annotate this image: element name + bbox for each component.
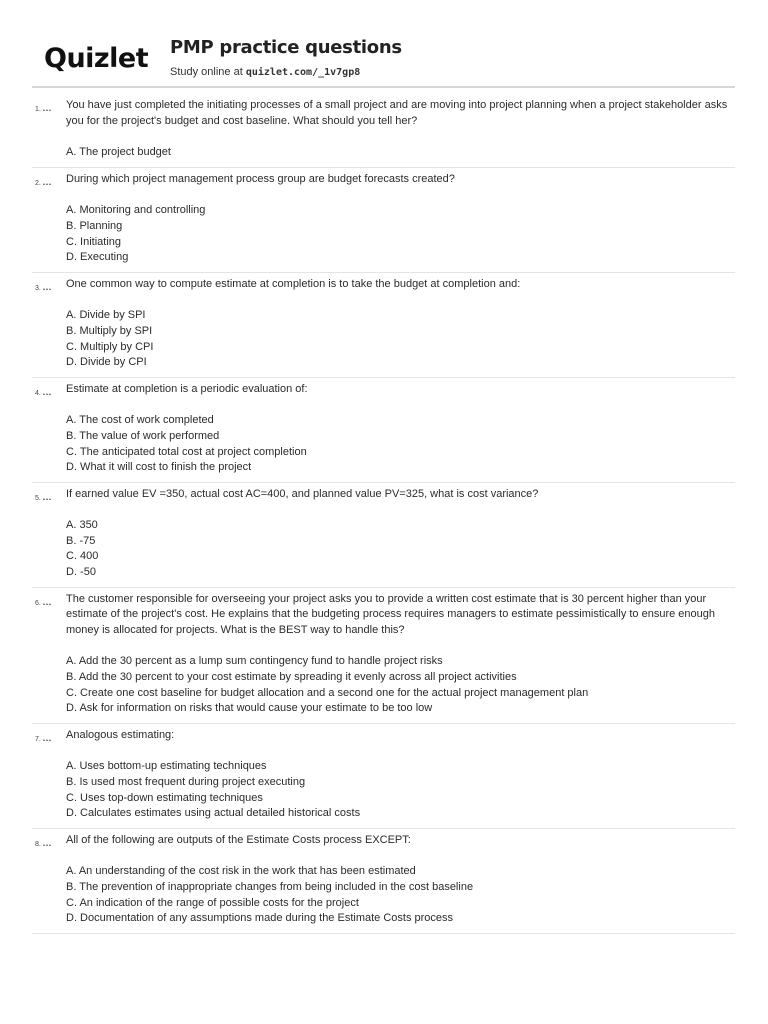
question-item [32, 378, 735, 483]
study-prefix: Study online at [170, 66, 243, 78]
question-number-label: 3. [35, 284, 41, 292]
question-number [35, 836, 52, 853]
question-item [32, 588, 735, 724]
question-item [32, 483, 735, 588]
study-online-line [170, 66, 360, 78]
ellipsis-icon: ... [42, 176, 52, 187]
question-text: The customer responsible for overseeing your project asks you to provide a written cost estimate that is 30 percent higher than your estimate of the project's cost. He explains that the budgeting process requires managers to estimate pessimistically to ensure enough money is allocated for projects. What is the BEST way to handle this? [66, 592, 715, 636]
question-item [32, 724, 735, 829]
question-number [35, 385, 52, 402]
question-text: During which project management process group are budget forecasts created? [66, 172, 455, 185]
answer-option: D. Ask for information on risks that would cause your estimate to be too low [66, 702, 433, 715]
question-item [32, 94, 735, 168]
ellipsis-icon: ... [42, 281, 52, 292]
answer-option: A. Uses bottom-up estimating techniques [66, 760, 267, 773]
answer-option: D. Executing [66, 251, 129, 264]
question-text: All of the following are outputs of the Estimate Costs process EXCEPT: [66, 833, 411, 846]
answer-option: D. Divide by CPI [66, 356, 147, 369]
question-text: Estimate at completion is a periodic evaluation of: [66, 382, 308, 395]
question-text: Analogous estimating: [66, 728, 175, 741]
page-header [32, 36, 735, 88]
ellipsis-icon: ... [42, 491, 52, 502]
answer-option: B. Planning [66, 219, 123, 232]
ellipsis-icon: ... [42, 596, 52, 607]
answer-option: B. The value of work performed [66, 429, 220, 442]
question-list [32, 94, 735, 934]
ellipsis-icon: ... [42, 837, 52, 848]
answer-option: B. Is used most frequent during project executing [66, 776, 306, 788]
ellipsis-icon: ... [42, 103, 52, 113]
answer-option: B. Add the 30 percent to your cost estimate by spreading it evenly across all project activities [66, 671, 517, 684]
question-number [35, 731, 52, 748]
answer-option: B. The prevention of inappropriate changes from being included in the cost baseline [66, 880, 474, 893]
answer-option: B. Multiply by SPI [66, 324, 153, 337]
question-item [32, 829, 735, 934]
answer-option: B. -75 [66, 534, 96, 547]
answer-option: D. -50 [66, 566, 96, 579]
answer-option: C. Uses top-down estimating techniques [66, 791, 263, 804]
answer-option: D. Calculates estimates using actual detailed historical costs [66, 807, 361, 820]
question-number [35, 101, 52, 118]
answer-option: A. Divide by SPI [66, 309, 146, 322]
answer-option: C. Create one cost baseline for budget allocation and a second one for the actual project management plan [66, 686, 589, 699]
answer-option: D. Documentation of any assumptions made during the Estimate Costs process [66, 912, 454, 925]
question-item [32, 273, 735, 378]
answer-option: D. What it will cost to finish the project [66, 461, 252, 474]
question-number-label: 2. [35, 179, 41, 187]
answer-option: A. Monitoring and controlling [66, 204, 206, 217]
answer-option: C. Initiating [66, 235, 122, 248]
answer-option: A. The cost of work completed [66, 414, 214, 427]
question-number-label: 5. [35, 494, 41, 502]
question-number-label: 6. [35, 599, 41, 607]
answer-option: A. An understanding of the cost risk in the work that has been estimated [66, 865, 416, 878]
question-number [35, 175, 52, 192]
question-number-label: 1. [35, 106, 41, 113]
question-item [32, 168, 735, 273]
answer-option: C. The anticipated total cost at project completion [66, 445, 307, 458]
answer-option: A. 350 [66, 519, 98, 532]
ellipsis-icon: ... [42, 732, 52, 743]
ellipsis-icon: ... [42, 386, 52, 397]
question-text: If earned value EV =350, actual cost AC=400, and planned value PV=325, what is cost variance? [66, 487, 539, 500]
study-url-link[interactable]: quizlet.com/_1v7gp8 [245, 67, 361, 78]
question-number [35, 595, 52, 612]
answer-option: C. Multiply by CPI [66, 340, 154, 353]
page-title: PMP practice questions [170, 37, 402, 58]
quizlet-logo[interactable]: Quizlet [44, 43, 149, 74]
question-text: One common way to compute estimate at completion is to take the budget at completion and: [66, 277, 521, 290]
question-number-label: 4. [35, 389, 41, 397]
question-number [35, 280, 52, 297]
question-number [35, 490, 52, 507]
question-text: You have just completed the initiating processes of a small project and are moving into project planning when a project stakeholder asks you for the project's budget and cost baseline. What should you tell her? [66, 99, 728, 127]
answer-option: A. Add the 30 percent as a lump sum contingency fund to handle project risks [66, 655, 443, 668]
answer-option: C. An indication of the range of possible costs for the project [66, 896, 359, 909]
answer-option: A. The project budget [66, 146, 171, 159]
question-number-label: 7. [35, 735, 41, 743]
question-number-label: 8. [35, 840, 41, 848]
answer-option: C. 400 [66, 550, 99, 563]
